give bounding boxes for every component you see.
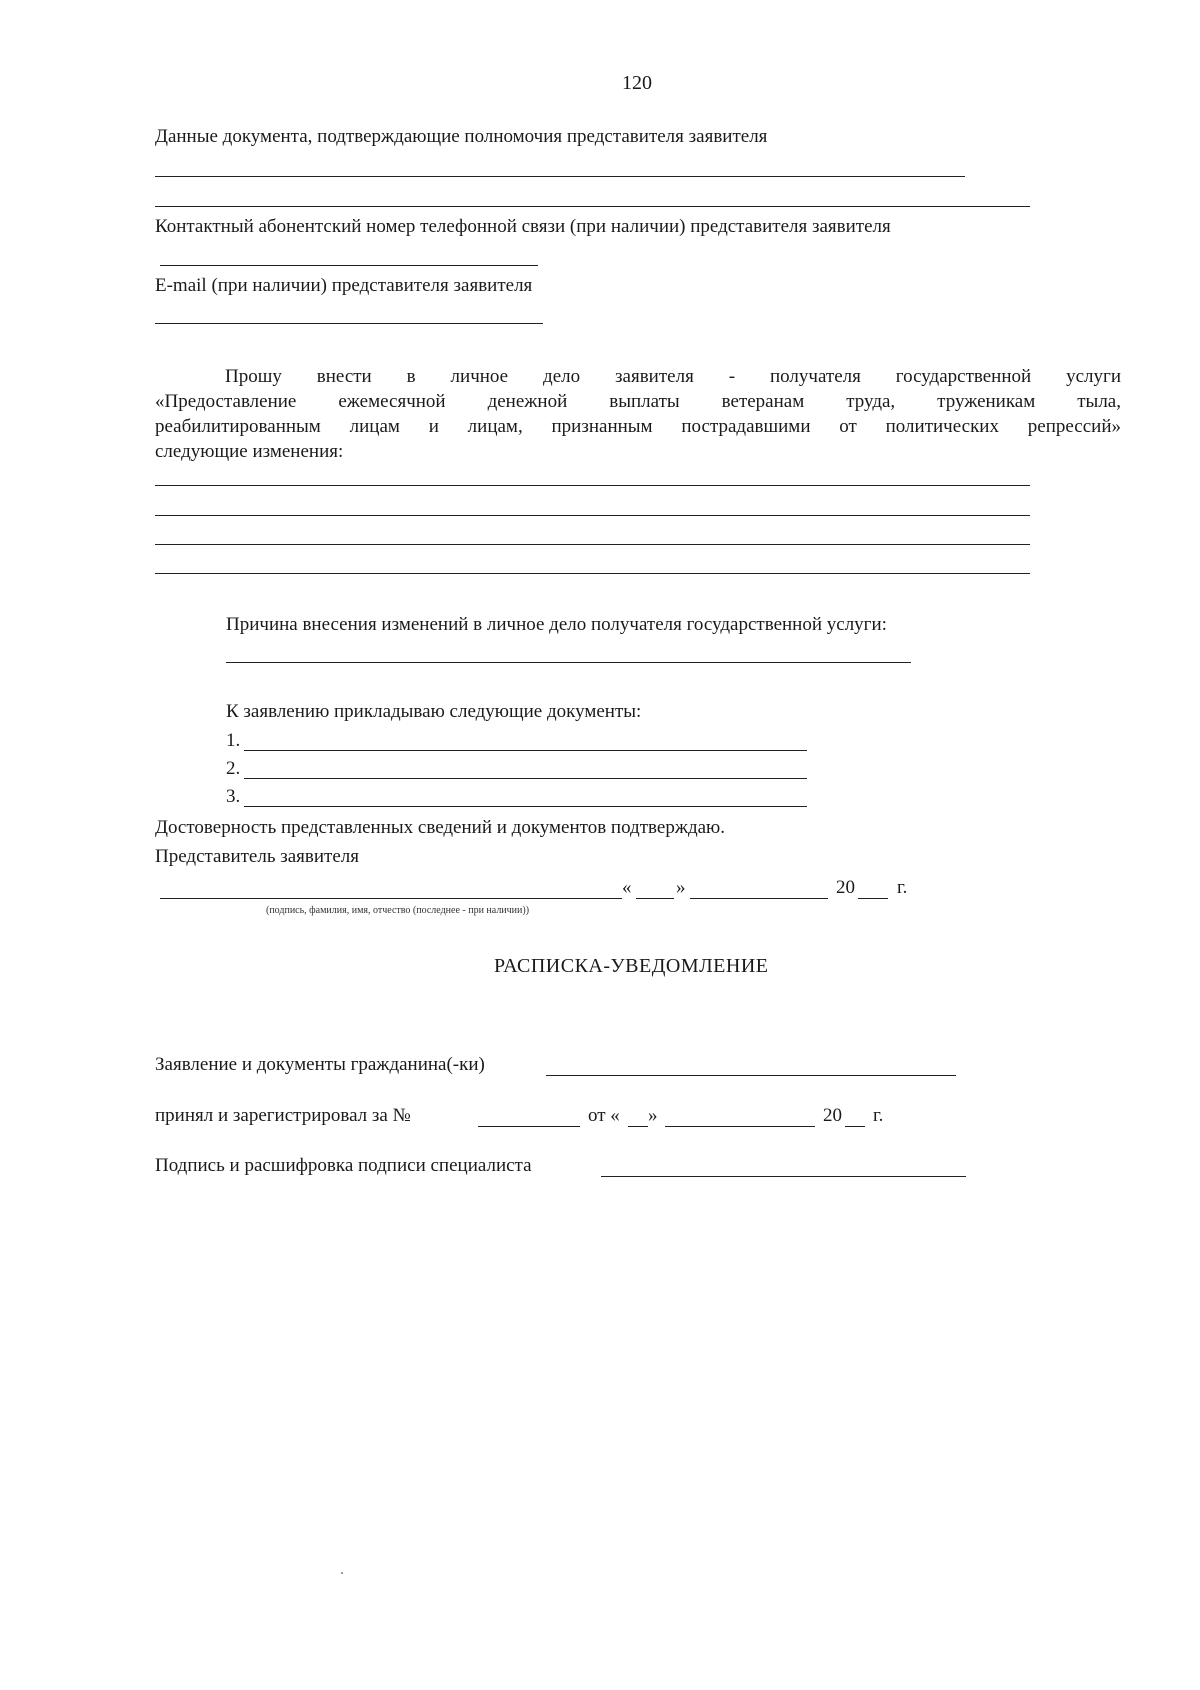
reason-label: Причина внесения изменений в личное дело получателя государственной услуги: [226, 614, 887, 635]
month-line[interactable] [690, 898, 828, 899]
request-line-1: Прошу внести в личное дело заявителя - получателя государственной услуги [225, 366, 1121, 387]
receipt-date-close: » [648, 1105, 658, 1126]
receipt-title: РАСПИСКА-УВЕДОМЛЕНИЕ [494, 955, 769, 977]
year-line[interactable] [858, 898, 888, 899]
changes-line-1[interactable] [155, 485, 1030, 486]
receipt-year-suffix: г. [873, 1105, 884, 1126]
page-number: 120 [622, 72, 652, 94]
receipt-month-line[interactable] [665, 1126, 815, 1127]
request-line-2: «Предоставление ежемесячной денежной выплаты ветеранам труда, труженикам тыла, [155, 391, 1121, 412]
specialist-label: Подпись и расшифровка подписи специалиста [155, 1155, 532, 1176]
reason-line[interactable] [226, 662, 911, 663]
attachments-label: К заявлению прикладываю следующие документы: [226, 701, 642, 722]
scan-speck [341, 1572, 343, 1574]
quote-open: « [622, 877, 632, 898]
representative-label: Представитель заявителя [155, 846, 360, 867]
email-label: E-mail (при наличии) представителя заявителя [155, 275, 533, 296]
receipt-day-line[interactable] [628, 1126, 648, 1127]
request-line-3: реабилитированным лицам и лицам, признанным пострадавшими от политических репрессий» [155, 416, 1121, 437]
attachment-line-3[interactable] [244, 806, 807, 807]
changes-line-4[interactable] [155, 573, 1030, 574]
quote-close: » [676, 877, 686, 898]
receipt-year-prefix: 20 [823, 1105, 842, 1126]
receipt-year-line[interactable] [845, 1126, 865, 1127]
doc-data-line-1[interactable] [155, 176, 965, 177]
year-suffix: г. [897, 877, 908, 898]
year-prefix: 20 [836, 877, 855, 898]
day-line[interactable] [636, 898, 674, 899]
receipt-docs-line[interactable] [546, 1075, 956, 1076]
doc-data-label: Данные документа, подтверждающие полномочия представителя заявителя [155, 126, 768, 147]
receipt-number-line[interactable] [478, 1126, 580, 1127]
email-line[interactable] [155, 323, 543, 324]
phone-label: Контактный абонентский номер телефонной связи (при наличии) представителя заявителя [155, 216, 891, 237]
doc-data-line-2[interactable] [155, 206, 1030, 207]
attachment-line-1[interactable] [244, 750, 807, 751]
changes-line-3[interactable] [155, 544, 1030, 545]
specialist-line[interactable] [601, 1176, 966, 1177]
request-line-4: следующие изменения: [155, 441, 344, 462]
receipt-docs-label: Заявление и документы гражданина(-ки) [155, 1054, 485, 1075]
confirmation-text: Достоверность представленных сведений и документов подтверждаю. [155, 817, 725, 838]
attachment-line-2[interactable] [244, 778, 807, 779]
attachment-number-2: 2. [226, 758, 241, 779]
attachment-number-1: 1. [226, 730, 241, 751]
receipt-registered-label: принял и зарегистрировал за № [155, 1105, 411, 1126]
signature-line[interactable] [160, 898, 622, 899]
phone-line[interactable] [160, 265, 538, 266]
receipt-from-label: от « [588, 1105, 620, 1126]
changes-line-2[interactable] [155, 515, 1030, 516]
attachment-number-3: 3. [226, 786, 241, 807]
signature-caption: (подпись, фамилия, имя, отчество (последнее - при наличии)) [266, 905, 530, 916]
